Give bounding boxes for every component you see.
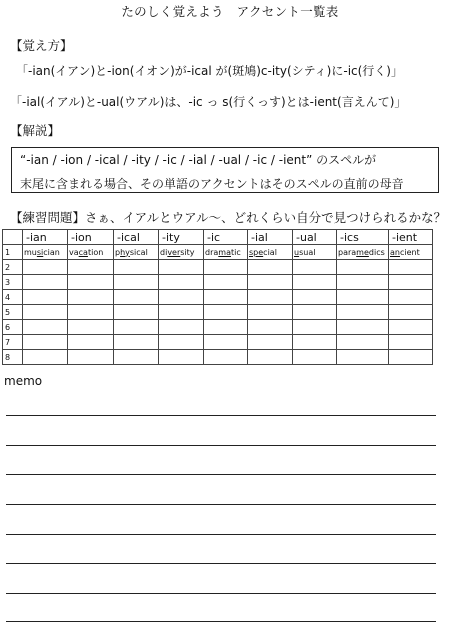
answer-cell[interactable] [68,305,114,320]
answer-cell[interactable] [68,335,114,350]
answer-cell[interactable] [159,335,204,350]
answer-cell[interactable] [159,260,204,275]
answer-cell[interactable] [204,350,248,365]
header-cell: -ual [293,230,337,245]
answer-cell[interactable] [337,275,389,290]
header-cell: -ity [159,230,204,245]
mnemonic-heading: 【覚え方】 [10,38,73,53]
header-cell: -ial [248,230,293,245]
memo-line[interactable] [6,621,436,622]
memo-line[interactable] [6,504,436,505]
memo-line[interactable] [6,474,436,475]
answer-cell[interactable] [337,260,389,275]
answer-cell[interactable] [204,260,248,275]
memo-line[interactable] [6,445,436,446]
memo-line[interactable] [6,415,436,416]
memo-line[interactable] [6,563,436,564]
answer-cell[interactable] [293,260,337,275]
example-word: musician [23,245,68,260]
answer-cell[interactable] [114,305,159,320]
table-row [3,245,433,260]
answer-cell[interactable] [337,350,389,365]
answer-cell[interactable] [337,335,389,350]
answer-cell[interactable] [159,290,204,305]
answer-cell[interactable] [159,350,204,365]
answer-cell[interactable] [114,335,159,350]
table-row [3,260,433,275]
answer-cell[interactable] [337,305,389,320]
example-word: special [248,245,293,260]
memo-line[interactable] [6,534,436,535]
answer-cell[interactable] [23,305,68,320]
answer-cell[interactable] [159,320,204,335]
table-row [3,320,433,335]
answer-cell[interactable] [68,260,114,275]
header-cell [3,230,23,245]
answer-cell[interactable] [68,290,114,305]
answer-cell[interactable] [248,335,293,350]
memo-line[interactable] [6,593,436,594]
answer-cell[interactable] [337,290,389,305]
answer-cell[interactable] [389,275,433,290]
header-cell: -ics [337,230,389,245]
table-row [3,290,433,305]
example-word: vacation [68,245,114,260]
explanation-line-1: “-ian / -ion / -ical / -ity / -ic / -ial / -ual / -ic / -ient” のスペルが [20,153,377,167]
header-cell: -ic [204,230,248,245]
header-row [3,230,433,245]
answer-cell[interactable] [204,275,248,290]
answer-cell[interactable] [204,320,248,335]
answer-cell[interactable] [23,275,68,290]
answer-cell[interactable] [248,320,293,335]
row-number: 4 [3,290,23,305]
answer-cell[interactable] [114,260,159,275]
answer-cell[interactable] [389,320,433,335]
answer-cell[interactable] [337,320,389,335]
answer-cell[interactable] [114,275,159,290]
example-word: usual [293,245,337,260]
mnemonic-line-1: 「-ian(イアン)と-ion(イオン)が-ical が(斑鳩)c-ity(シティ)に-ic(行く)」 [16,64,403,78]
answer-cell[interactable] [389,290,433,305]
answer-cell[interactable] [114,350,159,365]
answer-cell[interactable] [293,320,337,335]
table-row [3,350,433,365]
answer-cell[interactable] [248,350,293,365]
suffix-practice-table [2,229,433,365]
answer-cell[interactable] [23,350,68,365]
answer-cell[interactable] [248,260,293,275]
answer-cell[interactable] [23,335,68,350]
answer-cell[interactable] [293,335,337,350]
explanation-box [11,147,439,193]
example-word: dramatic [204,245,248,260]
answer-cell[interactable] [68,275,114,290]
answer-cell[interactable] [248,290,293,305]
answer-cell[interactable] [204,335,248,350]
answer-cell[interactable] [204,305,248,320]
row-number: 7 [3,335,23,350]
row-number: 5 [3,305,23,320]
answer-cell[interactable] [293,305,337,320]
answer-cell[interactable] [204,290,248,305]
header-cell: -ient [389,230,433,245]
row-number: 3 [3,275,23,290]
answer-cell[interactable] [23,290,68,305]
answer-cell[interactable] [248,305,293,320]
answer-cell[interactable] [23,260,68,275]
answer-cell[interactable] [159,275,204,290]
header-cell: -ical [114,230,159,245]
example-word: paramedics [337,245,389,260]
answer-cell[interactable] [293,275,337,290]
answer-cell[interactable] [23,320,68,335]
row-number: 1 [3,245,23,260]
practice-heading: 【練習問題】さぁ、イアルとウアル〜、どれくらい自分で見つけられるかな？ [10,210,447,225]
example-word: physical [114,245,159,260]
example-word: ancient [389,245,433,260]
table-row [3,335,433,350]
table-row [3,275,433,290]
answer-cell[interactable] [293,350,337,365]
answer-cell[interactable] [68,350,114,365]
explanation-heading: 【解説】 [10,123,61,138]
answer-cell[interactable] [114,320,159,335]
answer-cell[interactable] [114,290,159,305]
explanation-line-2: 末尾に含まれる場合、その単語のアクセントはそのスペルの直前の母音 [20,177,404,191]
mnemonic-line-2: 「-ial(イアル)と-ual(ウアル)は、-ic っ s(行くっす)とは-ient(言えんて)」 [10,95,407,109]
answer-cell[interactable] [389,335,433,350]
answer-cell[interactable] [389,305,433,320]
answer-cell[interactable] [389,350,433,365]
answer-cell[interactable] [389,260,433,275]
answer-cell[interactable] [68,320,114,335]
header-cell: -ian [23,230,68,245]
row-number: 6 [3,320,23,335]
answer-cell[interactable] [248,275,293,290]
answer-cell[interactable] [159,305,204,320]
table-row [3,305,433,320]
row-number: 2 [3,260,23,275]
row-number: 8 [3,350,23,365]
memo-label: memo [4,374,43,388]
page-title: たのしく覚えよう アクセント一覧表 [121,4,339,19]
header-cell: -ion [68,230,114,245]
example-word: diversity [159,245,204,260]
answer-cell[interactable] [293,290,337,305]
